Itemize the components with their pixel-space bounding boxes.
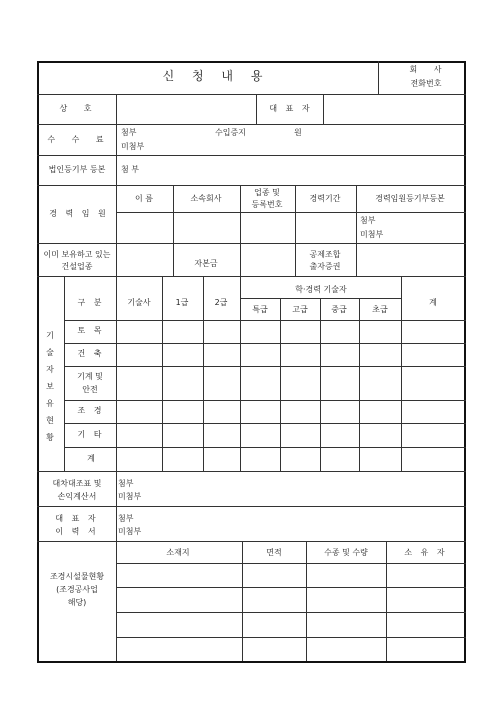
rep-history-label-1: 대 표 자: [55, 514, 99, 523]
tech-col-grade2: 2급: [214, 298, 228, 307]
rule: [37, 124, 466, 125]
rule: [37, 506, 466, 507]
rule: [386, 541, 387, 661]
fee-label: 수 수 료: [47, 135, 111, 144]
capital-label: 자본금: [194, 259, 218, 268]
landscape-col-use: 수종 및 수량: [324, 548, 368, 557]
tech-side-char: 유: [46, 399, 54, 408]
landscape-label-3: 해당): [67, 598, 87, 607]
landscape-label-1: 조경시설물현황: [49, 572, 105, 581]
tech-row-label: 기 타: [77, 430, 105, 439]
border-right: [464, 61, 466, 663]
tech-col-total: 계: [429, 298, 437, 307]
rule: [401, 276, 402, 471]
header-divider: [378, 61, 379, 94]
representative-label: 대 표 자: [269, 104, 313, 113]
border-left: [37, 61, 39, 663]
landscape-col-location: 소재지: [166, 548, 190, 557]
corp-reg-label: 법인등기부 등본: [48, 165, 106, 174]
rule: [116, 212, 466, 213]
tech-col-grade1: 1급: [175, 298, 189, 307]
rule: [240, 276, 241, 471]
tech-row-label: 안전: [82, 385, 98, 394]
balance-attached: 첨부: [118, 479, 134, 488]
existing-label-1: 이미 보유하고 있는: [43, 250, 111, 259]
tech-side-char: 보: [46, 382, 54, 391]
rule: [37, 185, 466, 186]
tech-side-char: 기: [46, 331, 54, 340]
rule: [37, 243, 466, 244]
rule: [116, 563, 466, 564]
tech-side-char: 현: [46, 416, 54, 425]
tech-col-special: 특급: [252, 305, 268, 314]
tech-row-label: 기계 및: [77, 372, 103, 381]
rule: [240, 298, 401, 299]
corp-reg-attached: 첨 부: [121, 165, 139, 174]
company-label: 회 사: [409, 65, 449, 74]
rule: [64, 423, 466, 424]
rule: [240, 243, 241, 276]
rule: [240, 185, 241, 243]
coop-label-2: 출자증권: [309, 262, 341, 271]
tech-side-divider: [64, 276, 65, 471]
rule: [323, 94, 324, 124]
rule: [116, 587, 466, 588]
balance-label-2: 손익계산서: [57, 492, 97, 501]
tech-col-low: 초급: [372, 305, 388, 314]
career-label: 경 력 임 원: [49, 209, 109, 218]
rule: [116, 612, 466, 613]
fee-attached: 첨부: [121, 128, 137, 137]
tech-col-category: 구 분: [77, 298, 105, 307]
tech-col-mid: 중급: [331, 305, 347, 314]
rule: [64, 447, 466, 448]
rule: [173, 185, 174, 243]
tech-col-high: 고급: [292, 305, 308, 314]
career-col-name: 이 름: [135, 194, 153, 203]
rule: [359, 298, 360, 471]
career-col-business-1: 업종 및: [254, 188, 280, 197]
tech-side-char: 술: [46, 348, 54, 357]
career-col-reg-copy: 경력임원등기부등본: [375, 194, 445, 203]
trade-name-label: 상 호: [59, 104, 99, 113]
rule: [356, 185, 357, 243]
tech-col-academic: 학·경력 기술자: [295, 285, 347, 294]
rule: [173, 243, 174, 276]
rule: [37, 155, 466, 156]
rule: [37, 471, 466, 472]
tech-side-char: 자: [46, 365, 54, 374]
border-top: [37, 61, 466, 63]
rule: [64, 400, 466, 401]
rule: [295, 243, 296, 276]
balance-label-1: 대차대조표 및: [52, 479, 102, 488]
balance-not-attached: 미첨부: [118, 492, 142, 501]
fee-stamp-label: 수입증지: [215, 128, 246, 137]
rule: [256, 94, 257, 124]
rep-history-not-attached: 미첨부: [118, 527, 142, 536]
tech-row-label: 조 경: [77, 406, 105, 415]
rule: [320, 298, 321, 471]
rule: [116, 541, 117, 661]
rule: [64, 343, 466, 344]
rule: [64, 366, 466, 367]
rule: [242, 541, 243, 661]
tech-row-label: 건 축: [77, 349, 105, 358]
landscape-col-area: 면적: [266, 548, 282, 557]
landscape-label-2: (조경공사업: [56, 585, 98, 594]
existing-label-2: 건설업종: [61, 262, 93, 271]
rep-history-label-2: 이 력 서: [55, 527, 99, 536]
fee-won: 원: [294, 128, 302, 137]
rule: [162, 276, 163, 471]
phone-label: 전화번호: [410, 79, 442, 88]
rule: [356, 243, 357, 276]
rule: [64, 320, 466, 321]
rule: [37, 541, 466, 542]
rule: [280, 298, 281, 471]
rule: [37, 94, 466, 95]
rule: [116, 276, 117, 471]
tech-row-label: 토 목: [77, 326, 105, 335]
tech-row-label: 계: [87, 454, 95, 463]
rule: [116, 637, 466, 638]
rule: [306, 541, 307, 661]
fee-not-attached: 미첨부: [121, 142, 145, 151]
rule: [295, 185, 296, 243]
career-col-business-2: 등록번호: [251, 200, 283, 209]
landscape-col-owner: 소 유 자: [404, 548, 448, 557]
application-form: [37, 61, 466, 663]
career-col-company: 소속회사: [190, 194, 222, 203]
career-col-period: 경력기간: [309, 194, 341, 203]
border-bottom: [37, 661, 466, 663]
rule: [203, 276, 204, 471]
rep-history-attached: 첨부: [118, 514, 134, 523]
coop-label-1: 공제조합: [309, 250, 341, 259]
career-not-attached: 미첨부: [360, 230, 384, 239]
tech-col-engineer: 기술사: [127, 298, 151, 307]
tech-side-char: 황: [46, 433, 54, 442]
form-title: 신 청 내 용: [162, 69, 270, 83]
career-attached: 첨부: [360, 216, 376, 225]
